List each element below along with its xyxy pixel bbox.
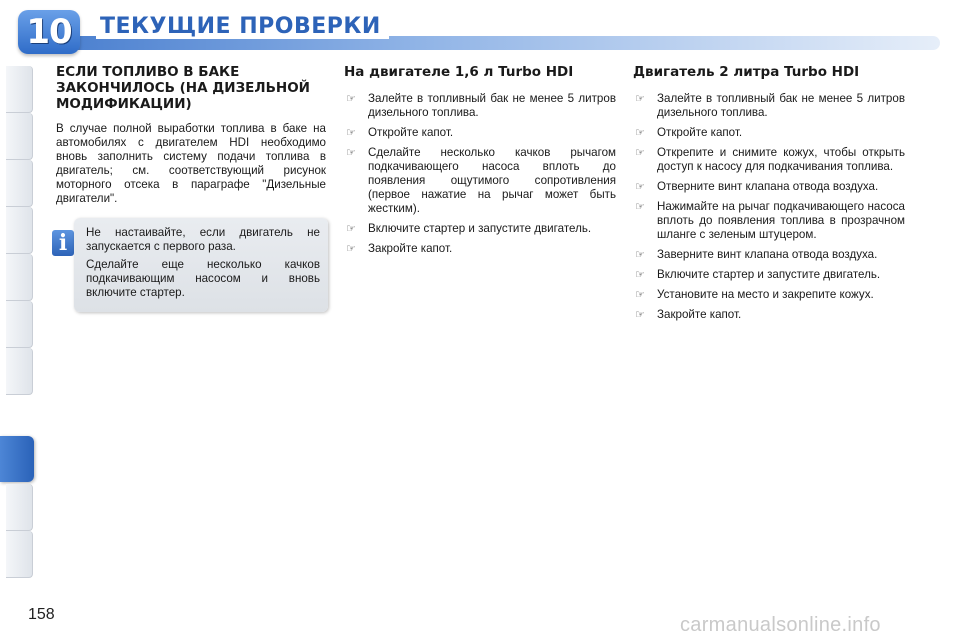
step-text: Включите стартер и запустите двигатель. bbox=[657, 268, 881, 281]
info-box bbox=[74, 218, 328, 312]
step-text: Установите на место и закрепите кожух. bbox=[657, 288, 874, 301]
list-item bbox=[633, 126, 905, 140]
pointing-hand-icon: ☞ bbox=[635, 288, 645, 301]
step-text: Залейте в топливный бак не менее 5 литров дизельного топлива. bbox=[657, 92, 905, 119]
step-text: Включите стартер и запустите двигатель. bbox=[368, 222, 592, 235]
pointing-hand-icon: ☞ bbox=[346, 146, 356, 159]
step-text: Залейте в топливный бак не менее 5 литров дизельного топлива. bbox=[368, 92, 616, 119]
step-text: Откройте капот. bbox=[657, 126, 743, 139]
side-tab[interactable] bbox=[6, 66, 33, 113]
pointing-hand-icon: ☞ bbox=[635, 126, 645, 139]
list-item bbox=[633, 248, 905, 262]
side-tab[interactable] bbox=[6, 254, 33, 301]
info-paragraph: Не настаивайте, если двигатель не запускается с первого раза. bbox=[86, 226, 320, 253]
chapter-badge bbox=[18, 10, 80, 54]
pointing-hand-icon: ☞ bbox=[346, 242, 356, 255]
watermark: carmanualsonline.info bbox=[680, 614, 881, 636]
page-number: 158 bbox=[28, 606, 55, 623]
step-text: Нажимайте на рычаг подкачивающего насоса вплоть до появления топлива в прозрачном шланге с зеленым штуцером. bbox=[657, 200, 905, 241]
list-item bbox=[633, 200, 905, 242]
step-text: Заверните винт клапана отвода воздуха. bbox=[657, 248, 878, 261]
step-text: Откройте капот. bbox=[368, 126, 454, 139]
list-item bbox=[633, 268, 905, 282]
right-column bbox=[633, 64, 905, 328]
left-paragraph: В случае полной выработки топлива в баке на автомобилях с двигателем HDI необходимо вновь заполнить систему подачи топлива в двигатель; см. соответствующий рисунок моторного отсека в параграфе "Дизельные двигатели". bbox=[56, 122, 326, 205]
pointing-hand-icon: ☞ bbox=[635, 146, 645, 159]
pointing-hand-icon: ☞ bbox=[346, 92, 356, 105]
side-tab[interactable] bbox=[6, 113, 33, 160]
middle-heading: На двигателе 1,6 л Turbo HDI bbox=[344, 64, 574, 80]
list-item bbox=[633, 146, 905, 174]
step-text: Отверните винт клапана отвода воздуха. bbox=[657, 180, 879, 193]
side-tab[interactable] bbox=[6, 484, 33, 531]
step-text: Открепите и снимите кожух, чтобы открыть доступ к насосу для подкачивания топлива. bbox=[657, 146, 905, 173]
pointing-hand-icon: ☞ bbox=[635, 200, 645, 213]
left-column bbox=[56, 64, 326, 206]
info-paragraph: Сделайте еще несколько качков подкачивающим насосом и вновь включите стартер. bbox=[86, 258, 320, 299]
pointing-hand-icon: ☞ bbox=[346, 126, 356, 139]
pointing-hand-icon: ☞ bbox=[635, 308, 645, 321]
side-tab[interactable] bbox=[6, 160, 33, 207]
list-item bbox=[633, 308, 905, 322]
left-heading: ЕСЛИ ТОПЛИВО В БАКЕ ЗАКОНЧИЛОСЬ (НА ДИЗЕЛЬНОЙ МОДИФИКАЦИИ) bbox=[56, 64, 310, 112]
pointing-hand-icon: ☞ bbox=[635, 180, 645, 193]
side-tab[interactable] bbox=[6, 207, 33, 254]
list-item bbox=[344, 126, 616, 140]
step-text: Закройте капот. bbox=[368, 242, 453, 255]
step-text: Закройте капот. bbox=[657, 308, 742, 321]
pointing-hand-icon: ☞ bbox=[635, 268, 645, 281]
right-heading: Двигатель 2 литра Turbo HDI bbox=[633, 64, 860, 80]
list-item bbox=[344, 242, 616, 256]
right-steps-list bbox=[633, 92, 905, 322]
step-text: Сделайте несколько качков рычагом подкачивающего насоса вплоть до появления ощутимого сопротивления (первое нажатие на рычаг может быть жестким). bbox=[368, 146, 616, 215]
side-tab[interactable] bbox=[6, 531, 33, 578]
pointing-hand-icon: ☞ bbox=[635, 248, 645, 261]
side-tabs bbox=[6, 66, 34, 576]
list-item bbox=[344, 222, 616, 236]
side-tab-active[interactable] bbox=[0, 436, 34, 482]
chapter-number: 10 bbox=[26, 12, 72, 52]
page-title: ТЕКУЩИЕ ПРОВЕРКИ bbox=[96, 14, 389, 39]
list-item bbox=[344, 146, 616, 216]
list-item bbox=[344, 92, 616, 120]
list-item bbox=[633, 288, 905, 302]
middle-steps-list bbox=[344, 92, 616, 256]
list-item bbox=[633, 92, 905, 120]
middle-column bbox=[344, 64, 616, 262]
info-icon: i bbox=[52, 230, 74, 256]
side-tab[interactable] bbox=[6, 348, 33, 395]
pointing-hand-icon: ☞ bbox=[635, 92, 645, 105]
pointing-hand-icon: ☞ bbox=[346, 222, 356, 235]
list-item bbox=[633, 180, 905, 194]
side-tab[interactable] bbox=[6, 301, 33, 348]
